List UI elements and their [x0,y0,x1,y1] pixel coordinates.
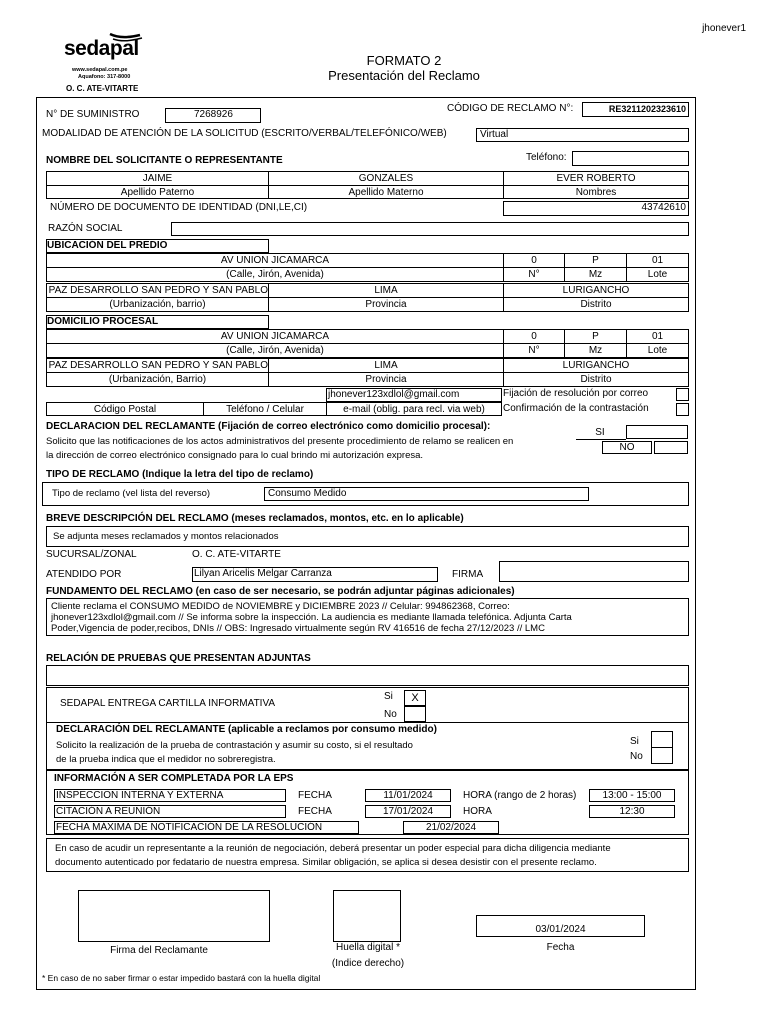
date-caption: Fecha [546,942,575,953]
eps-meeting-label: CITACIÓN A REUNIÓN [54,805,286,818]
fundamento-field[interactable] [46,598,689,636]
predio-district-field[interactable]: LURIGANCHO [503,283,689,298]
procesal-mz-caption: Mz [564,343,627,358]
predio-lote-field[interactable]: 01 [626,253,689,268]
procesal-number-field[interactable]: 0 [503,329,565,344]
fingerprint-subcaption: (Indice derecho) [331,958,405,969]
predio-street-field[interactable]: AV UNION JICAMARCA [46,253,504,268]
procesal-number-caption: N° [503,343,565,358]
supply-number-field[interactable]: 7268926 [165,108,261,123]
sucursal-label: SUCURSAL/ZONAL [46,549,137,560]
atendido-label: ATENDIDO POR [46,569,122,580]
form-title: FORMATO 2 [366,53,442,68]
office-name: O. C. ATE-VITARTE [66,84,139,93]
decl2-no-label: No [630,751,643,762]
email-caption: e-mail (oblig. para recl. via web) [326,402,502,416]
atendido-field[interactable]: Lilyan Aricelis Melgar Carranza [192,567,438,582]
firma-field[interactable] [499,561,689,582]
logo-phone: Aquafono: 317-8000 [78,74,131,80]
predio-lote-caption: Lote [626,267,689,282]
claim-code-field[interactable]: RE3211202323610 [582,102,689,117]
decl1-si-checkbox[interactable] [626,425,688,439]
decl2-no-checkbox[interactable] [651,747,673,764]
logo-wordmark: sedapal [64,37,139,60]
tipo-section-title: TIPO DE RECLAMO (Indique la letra del tipo de reclamo) [46,469,314,480]
fingerprint-box[interactable] [333,890,401,942]
predio-number-caption: N° [503,267,565,282]
notice-line2: documento autenticado por fedatario de nuestra empresa. Similar obligación, se aplica si desea desistir con el presente reclamo. [55,857,597,868]
paternal-surname-caption: Apellido Paterno [46,185,269,199]
predio-urb-caption: (Urbanización, barrio) [46,297,269,312]
procesal-street-caption: (Calle, Jirón, Avenida) [46,343,504,358]
predio-street-caption: (Calle, Jirón, Avenida) [46,267,504,282]
phone-field[interactable] [572,151,689,166]
fundamento-section-title: FUNDAMENTO DEL RECLAMO (en caso de ser necesario, se podrán adjuntar páginas adicionales) [46,586,515,597]
predio-urb-text: PAZ DESARROLLO SAN PEDRO Y SAN PABLO [48,285,268,296]
eps-inspection-hora-field[interactable]: 13:00 - 15:00 [589,789,675,802]
razon-social-field[interactable] [171,222,689,236]
eps-meeting-hora-field[interactable]: 12:30 [589,805,675,818]
cartilla-label: SEDAPAL ENTREGA CARTILLA INFORMATIVA [60,698,276,709]
names-caption: Nombres [503,185,689,199]
eps-inspection-hora-label: HORA (rango de 2 horas) [463,790,577,801]
confirmacion-checkbox[interactable] [676,403,689,416]
firma-label: FIRMA [452,569,484,580]
names-field[interactable]: EVER ROBERTO [503,171,689,186]
eps-resolution-label: FECHA MÁXIMA DE NOTIFICACIÓN DE LA RESOLUCIÓN [54,821,359,834]
eps-section-title: INFORMACIÓN A SER COMPLETADA POR LA EPS [54,773,294,784]
decl1-si-label: SI [595,427,605,438]
tipo-field[interactable]: Consumo Medido [264,487,589,501]
procesal-province-caption: Provincia [268,372,504,387]
eps-meeting-fecha-label: FECHA [298,806,332,817]
notice-line1: En caso de acudir un representante a la reunión de negociación, deberá presentar un poder especial para dicha diligencia mediante [55,843,611,854]
eps-resolution-date-field[interactable]: 21/02/2024 [403,821,499,834]
cartilla-no-checkbox[interactable] [404,706,426,722]
cellphone-caption: Teléfono / Celular [203,402,327,416]
eps-inspection-label: INSPECCION INTERNA Y EXTERNA [54,789,286,802]
fingerprint-caption: Huella digital * [336,942,400,953]
maternal-surname-field[interactable]: GONZALES [268,171,504,186]
username-label: jhonever1 [702,23,746,34]
procesal-district-caption: Distrito [503,372,689,387]
decl2-si-checkbox[interactable] [651,731,673,748]
procesal-mz-field[interactable]: P [564,329,627,344]
procesal-district-field[interactable]: LURIGANCHO [503,358,689,373]
id-document-label: NÚMERO DE DOCUMENTO DE IDENTIDAD (DNI,LE,CI) [50,202,308,213]
supply-label: N° DE SUMINISTRO [46,109,140,120]
breve-section-title: BREVE DESCRIPCIÓN DEL RECLAMO (meses reclamados, montos, etc. en lo aplicable) [46,513,464,524]
procesal-street-field[interactable]: AV UNION JICAMARCA [46,329,504,344]
decl1-no-checkbox[interactable] [654,441,688,454]
postal-code-caption: Código Postal [46,402,204,416]
cartilla-si-checkbox[interactable]: X [404,690,426,706]
predio-province-caption: Provincia [268,297,504,312]
procesal-province-field[interactable]: LIMA [268,358,504,373]
predio-district-caption: Distrito [503,297,689,312]
eps-inspection-fecha-label: FECHA [298,790,332,801]
decl1-line2: la dirección de correo electrónico consignado para lo cual brindo mi autorización expresa. [46,450,424,461]
paternal-surname-field[interactable]: JAIME [46,171,269,186]
razon-social-label: RAZÓN SOCIAL [48,223,123,234]
modality-label: MODALIDAD DE ATENCIÓN DE LA SOLICITUD (ESCRITO/VERBAL/TELEFÓNICO/WEB) [42,128,447,139]
decl1-no-label: NO [602,441,652,454]
fijacion-checkbox[interactable] [676,388,689,401]
decl2-line1: Solicito la realización de la prueba de contrastación y asumir su costo, si el resultado [56,740,413,751]
decl2-si-label: Si [630,736,639,747]
breve-field[interactable]: Se adjunta meses reclamados y montos relacionados [46,526,689,547]
procesal-urb-text: PAZ DESARROLLO SAN PEDRO Y SAN PABLO [48,360,268,371]
procesal-urb-field[interactable] [46,358,269,373]
pruebas-section-title: RELACIÓN DE PRUEBAS QUE PRESENTAN ADJUNTAS [46,653,311,664]
email-field[interactable]: jhonever123xdlol@gmail.com [326,388,502,402]
decl1-title: DECLARACION DEL RECLAMANTE (Fijación de correo electrónico como domicilio procesal): [46,421,491,432]
predio-section-title: UBICACIÓN DEL PREDIO [46,239,269,253]
sedapal-logo [58,30,158,92]
pruebas-field[interactable] [46,665,689,686]
tipo-label: Tipo de reclamo (vel lista del reverso) [52,488,211,499]
cartilla-no-label: No [384,709,397,720]
procesal-urb-caption: (Urbanización, Barrio) [46,372,269,387]
claim-code-label: CÓDIGO DE RECLAMO N°: [447,103,574,114]
signature-caption: Firma del Reclamante [110,945,208,956]
signature-box[interactable] [78,890,270,942]
cartilla-si-label: Si [384,691,393,702]
fundamento-line2: jhonever123xdlol@gmail.com // Se informa sobre la inspección. La audiencia es mediante llamada telefónica. Adjunta Carta [51,612,572,623]
predio-mz-caption: Mz [564,267,627,282]
decl1-line1: Solicito que las notificaciones de los actos administrativos del presente procedimiento de relamo se realicen en [46,436,514,447]
decl2-line2: de la prueba indica que el medidor no sobreregistra. [56,754,276,765]
decl2-title: DECLARACIÓN DEL RECLAMANTE (aplicable a reclamos por consumo medido) [56,724,437,735]
procesal-section-title: DOMICILIO PROCESAL [46,315,269,329]
procesal-lote-field[interactable]: 01 [626,329,689,344]
applicant-section-title: NOMBRE DEL SOLICITANTE O REPRESENTANTE [46,155,283,166]
confirmacion-label: Confirmación de la contrastación [503,403,649,414]
id-document-field[interactable]: 43742610 [503,201,689,216]
fundamento-line1: Cliente reclama el CONSUMO MEDIDO de NOVIEMBRE y DICIEMBRE 2023 // Celular: 994862368, Correo: [51,601,510,612]
predio-province-field[interactable]: LIMA [268,283,504,298]
fundamento-line3: Poder,Vigencia de poder,recibos, DNIs // OBS: Ingresado virtualmente según RV 416516 de fecha 27/12/2023 // LMC [51,623,545,634]
predio-mz-field[interactable]: P [564,253,627,268]
date-field[interactable]: 03/01/2024 [476,915,645,937]
notice-box [46,838,689,872]
eps-meeting-date-field[interactable]: 17/01/2024 [365,805,451,818]
eps-inspection-date-field[interactable]: 11/01/2024 [365,789,451,802]
predio-urb-field[interactable] [46,283,269,298]
footnote: * En caso de no saber firmar o estar impedido bastará con la huella digital [42,973,321,983]
fijacion-label: Fijación de resolución por correo [503,388,649,399]
predio-number-field[interactable]: 0 [503,253,565,268]
maternal-surname-caption: Apellido Materno [268,185,504,199]
phone-label: Teléfono: [526,152,567,163]
sucursal-value: O. C. ATE-VITARTE [192,549,281,560]
eps-meeting-hora-label: HORA [463,806,492,817]
modality-field[interactable]: Virtual [476,128,689,142]
procesal-lote-caption: Lote [626,343,689,358]
form-subtitle: Presentación del Reclamo [328,68,480,83]
logo-website: www.sedapal.com.pe [72,67,128,73]
